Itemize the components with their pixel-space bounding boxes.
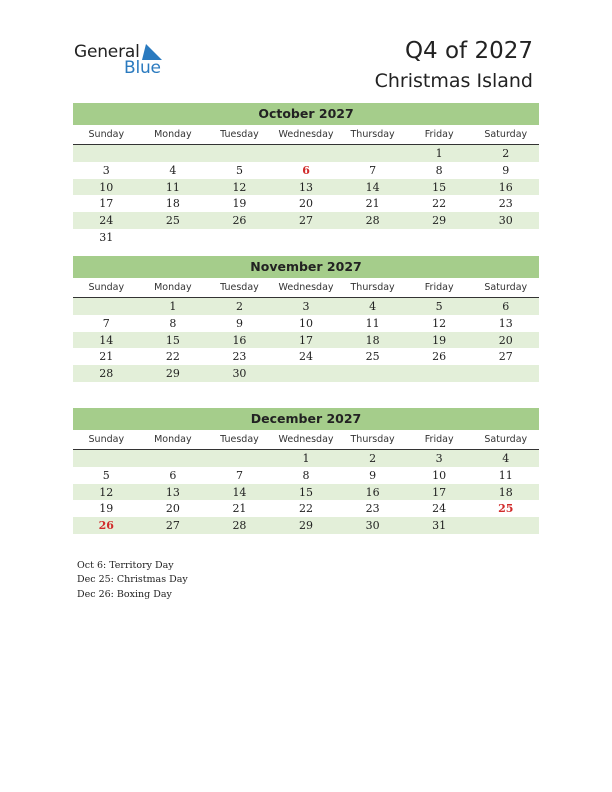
day-cell: 22 xyxy=(432,197,447,211)
day-cell: 14 xyxy=(99,333,114,347)
week-row xyxy=(73,179,539,196)
day-cell: 23 xyxy=(365,502,380,516)
day-cell xyxy=(73,450,140,467)
day-cell xyxy=(140,145,207,162)
day-cell: 29 xyxy=(432,214,447,228)
week-row xyxy=(73,332,539,349)
week-row xyxy=(73,229,539,246)
day-cell: 1 xyxy=(169,300,177,313)
day-cell: 27 xyxy=(498,350,513,364)
day-cell: 16 xyxy=(498,180,513,194)
day-cell: 3 xyxy=(302,300,310,313)
day-cell: 15 xyxy=(299,485,314,499)
day-cell: 21 xyxy=(99,350,114,364)
day-cell xyxy=(273,365,340,382)
page-subtitle: Christmas Island xyxy=(374,70,533,92)
day-cell: 14 xyxy=(232,485,247,499)
holiday-notes xyxy=(77,559,188,602)
day-cell: 23 xyxy=(498,197,513,211)
day-cell: 4 xyxy=(369,300,377,313)
month-title: October 2027 xyxy=(73,103,539,125)
week-row xyxy=(73,450,539,467)
weekday-label: Sunday xyxy=(88,434,125,445)
day-cell: 9 xyxy=(502,163,510,177)
day-cell: 8 xyxy=(435,163,443,177)
day-cell: 18 xyxy=(498,485,513,499)
holiday-day-cell: 6 xyxy=(302,163,310,177)
day-cell xyxy=(140,229,207,246)
weekday-label: Friday xyxy=(424,129,454,140)
day-cell: 7 xyxy=(369,163,377,177)
day-cell: 27 xyxy=(165,519,180,533)
week-row xyxy=(73,145,539,162)
month-title: December 2027 xyxy=(73,408,539,430)
day-cell: 24 xyxy=(299,350,314,364)
day-cell: 1 xyxy=(435,147,443,160)
day-cell: 17 xyxy=(432,485,447,499)
day-cell: 7 xyxy=(102,316,110,330)
day-cell: 13 xyxy=(498,316,513,330)
day-cell: 6 xyxy=(502,300,510,313)
day-cell: 17 xyxy=(99,197,114,211)
day-cell: 16 xyxy=(232,333,247,347)
day-cell: 8 xyxy=(302,468,310,482)
week-row xyxy=(73,315,539,332)
holiday-note: Oct 6: Territory Day xyxy=(77,560,174,571)
day-cell: 15 xyxy=(165,333,180,347)
holiday-day-cell: 25 xyxy=(498,502,514,516)
day-cell: 26 xyxy=(232,214,247,228)
day-cell: 5 xyxy=(435,300,443,313)
week-row xyxy=(73,298,539,315)
day-cell: 29 xyxy=(165,367,180,381)
day-cell: 25 xyxy=(365,350,380,364)
day-cell: 15 xyxy=(432,180,447,194)
week-row xyxy=(73,467,539,484)
holiday-note: Dec 26: Boxing Day xyxy=(77,588,172,600)
weekday-label: Thursday xyxy=(350,129,395,140)
logo xyxy=(74,42,174,78)
week-row xyxy=(73,365,539,382)
weekday-header-row xyxy=(73,125,539,145)
day-cell: 1 xyxy=(302,452,310,465)
weekday-label: Tuesday xyxy=(220,434,259,445)
weekday-label: Wednesday xyxy=(278,434,334,445)
day-cell: 29 xyxy=(299,519,314,533)
week-row xyxy=(73,517,539,534)
day-cell: 2 xyxy=(369,452,377,465)
day-cell: 18 xyxy=(165,197,180,211)
holiday-note: Dec 25: Christmas Day xyxy=(77,574,188,586)
day-cell: 22 xyxy=(299,502,314,516)
week-row xyxy=(73,500,539,517)
day-cell: 20 xyxy=(299,197,314,211)
day-cell: 9 xyxy=(369,468,377,482)
day-cell xyxy=(206,229,273,246)
day-cell: 5 xyxy=(235,163,243,177)
day-cell: 30 xyxy=(498,214,513,228)
day-cell: 2 xyxy=(235,300,243,313)
day-cell: 19 xyxy=(99,502,114,516)
day-cell: 10 xyxy=(299,316,314,330)
logo-general-text: General xyxy=(74,42,140,62)
day-cell: 27 xyxy=(299,214,314,228)
day-cell: 6 xyxy=(169,468,177,482)
day-cell xyxy=(273,229,340,246)
day-cell: 28 xyxy=(232,519,247,533)
day-cell xyxy=(206,145,273,162)
day-cell: 30 xyxy=(365,519,380,533)
day-cell: 7 xyxy=(235,468,243,482)
day-cell: 26 xyxy=(432,350,447,364)
day-cell: 30 xyxy=(232,367,247,381)
day-cell: 21 xyxy=(232,502,247,516)
page-title: Q4 of 2027 xyxy=(404,38,533,64)
day-cell xyxy=(140,450,207,467)
weekday-label: Tuesday xyxy=(220,282,259,293)
day-cell: 11 xyxy=(498,468,513,482)
logo-blue-text: Blue xyxy=(124,58,161,78)
weekday-label: Monday xyxy=(154,434,192,445)
day-cell: 12 xyxy=(99,485,114,499)
day-cell: 22 xyxy=(165,350,180,364)
day-cell: 21 xyxy=(365,197,380,211)
day-cell: 4 xyxy=(502,452,510,465)
day-cell: 20 xyxy=(498,333,513,347)
day-cell: 20 xyxy=(165,502,180,516)
day-cell: 12 xyxy=(232,180,247,194)
week-row xyxy=(73,348,539,365)
day-cell: 24 xyxy=(432,502,447,516)
day-cell: 19 xyxy=(432,333,447,347)
weekday-label: Monday xyxy=(154,282,192,293)
weekday-label: Sunday xyxy=(88,282,125,293)
day-cell: 25 xyxy=(165,214,180,228)
day-cell: 28 xyxy=(365,214,380,228)
weekday-label: Monday xyxy=(154,129,192,140)
month-december xyxy=(73,408,539,534)
month-title: November 2027 xyxy=(73,256,539,278)
week-row xyxy=(73,195,539,212)
weekday-header-row xyxy=(73,278,539,298)
weekday-label: Saturday xyxy=(484,282,528,293)
day-cell: 17 xyxy=(299,333,314,347)
day-cell: 24 xyxy=(99,214,114,228)
day-cell xyxy=(73,298,140,315)
month-november xyxy=(73,256,539,382)
weekday-label: Friday xyxy=(424,434,454,445)
day-cell xyxy=(472,365,539,382)
day-cell: 13 xyxy=(165,485,180,499)
day-cell: 11 xyxy=(165,180,180,194)
day-cell xyxy=(472,229,539,246)
day-cell xyxy=(406,365,473,382)
week-row xyxy=(73,212,539,229)
day-cell xyxy=(472,517,539,534)
day-cell: 3 xyxy=(102,163,110,177)
weekday-label: Wednesday xyxy=(278,129,334,140)
day-cell: 28 xyxy=(99,367,114,381)
day-cell: 31 xyxy=(99,230,114,244)
holiday-day-cell: 26 xyxy=(98,519,114,533)
weekday-header-row xyxy=(73,430,539,450)
day-cell: 10 xyxy=(432,468,447,482)
day-cell: 19 xyxy=(232,197,247,211)
day-cell xyxy=(273,145,340,162)
weekday-label: Sunday xyxy=(88,129,125,140)
weekday-label: Saturday xyxy=(484,434,528,445)
day-cell xyxy=(406,229,473,246)
weekday-label: Wednesday xyxy=(278,282,334,293)
day-cell: 8 xyxy=(169,316,177,330)
day-cell xyxy=(339,365,406,382)
day-cell: 31 xyxy=(432,519,447,533)
day-cell xyxy=(206,450,273,467)
day-cell: 12 xyxy=(432,316,447,330)
week-row xyxy=(73,484,539,501)
day-cell: 23 xyxy=(232,350,247,364)
day-cell: 16 xyxy=(365,485,380,499)
day-cell: 14 xyxy=(365,180,380,194)
day-cell: 11 xyxy=(365,316,380,330)
day-cell xyxy=(339,145,406,162)
day-cell: 3 xyxy=(435,452,443,465)
weekday-label: Thursday xyxy=(350,434,395,445)
day-cell: 18 xyxy=(365,333,380,347)
day-cell: 9 xyxy=(235,316,243,330)
month-october xyxy=(73,103,539,246)
weekday-label: Tuesday xyxy=(220,129,259,140)
week-row xyxy=(73,162,539,179)
day-cell: 13 xyxy=(299,180,314,194)
weekday-label: Friday xyxy=(424,282,454,293)
weekday-label: Thursday xyxy=(350,282,395,293)
day-cell: 5 xyxy=(102,468,110,482)
day-cell: 4 xyxy=(169,163,177,177)
day-cell xyxy=(73,145,140,162)
day-cell xyxy=(339,229,406,246)
weekday-label: Saturday xyxy=(484,129,528,140)
day-cell: 10 xyxy=(99,180,114,194)
day-cell: 2 xyxy=(502,147,510,160)
